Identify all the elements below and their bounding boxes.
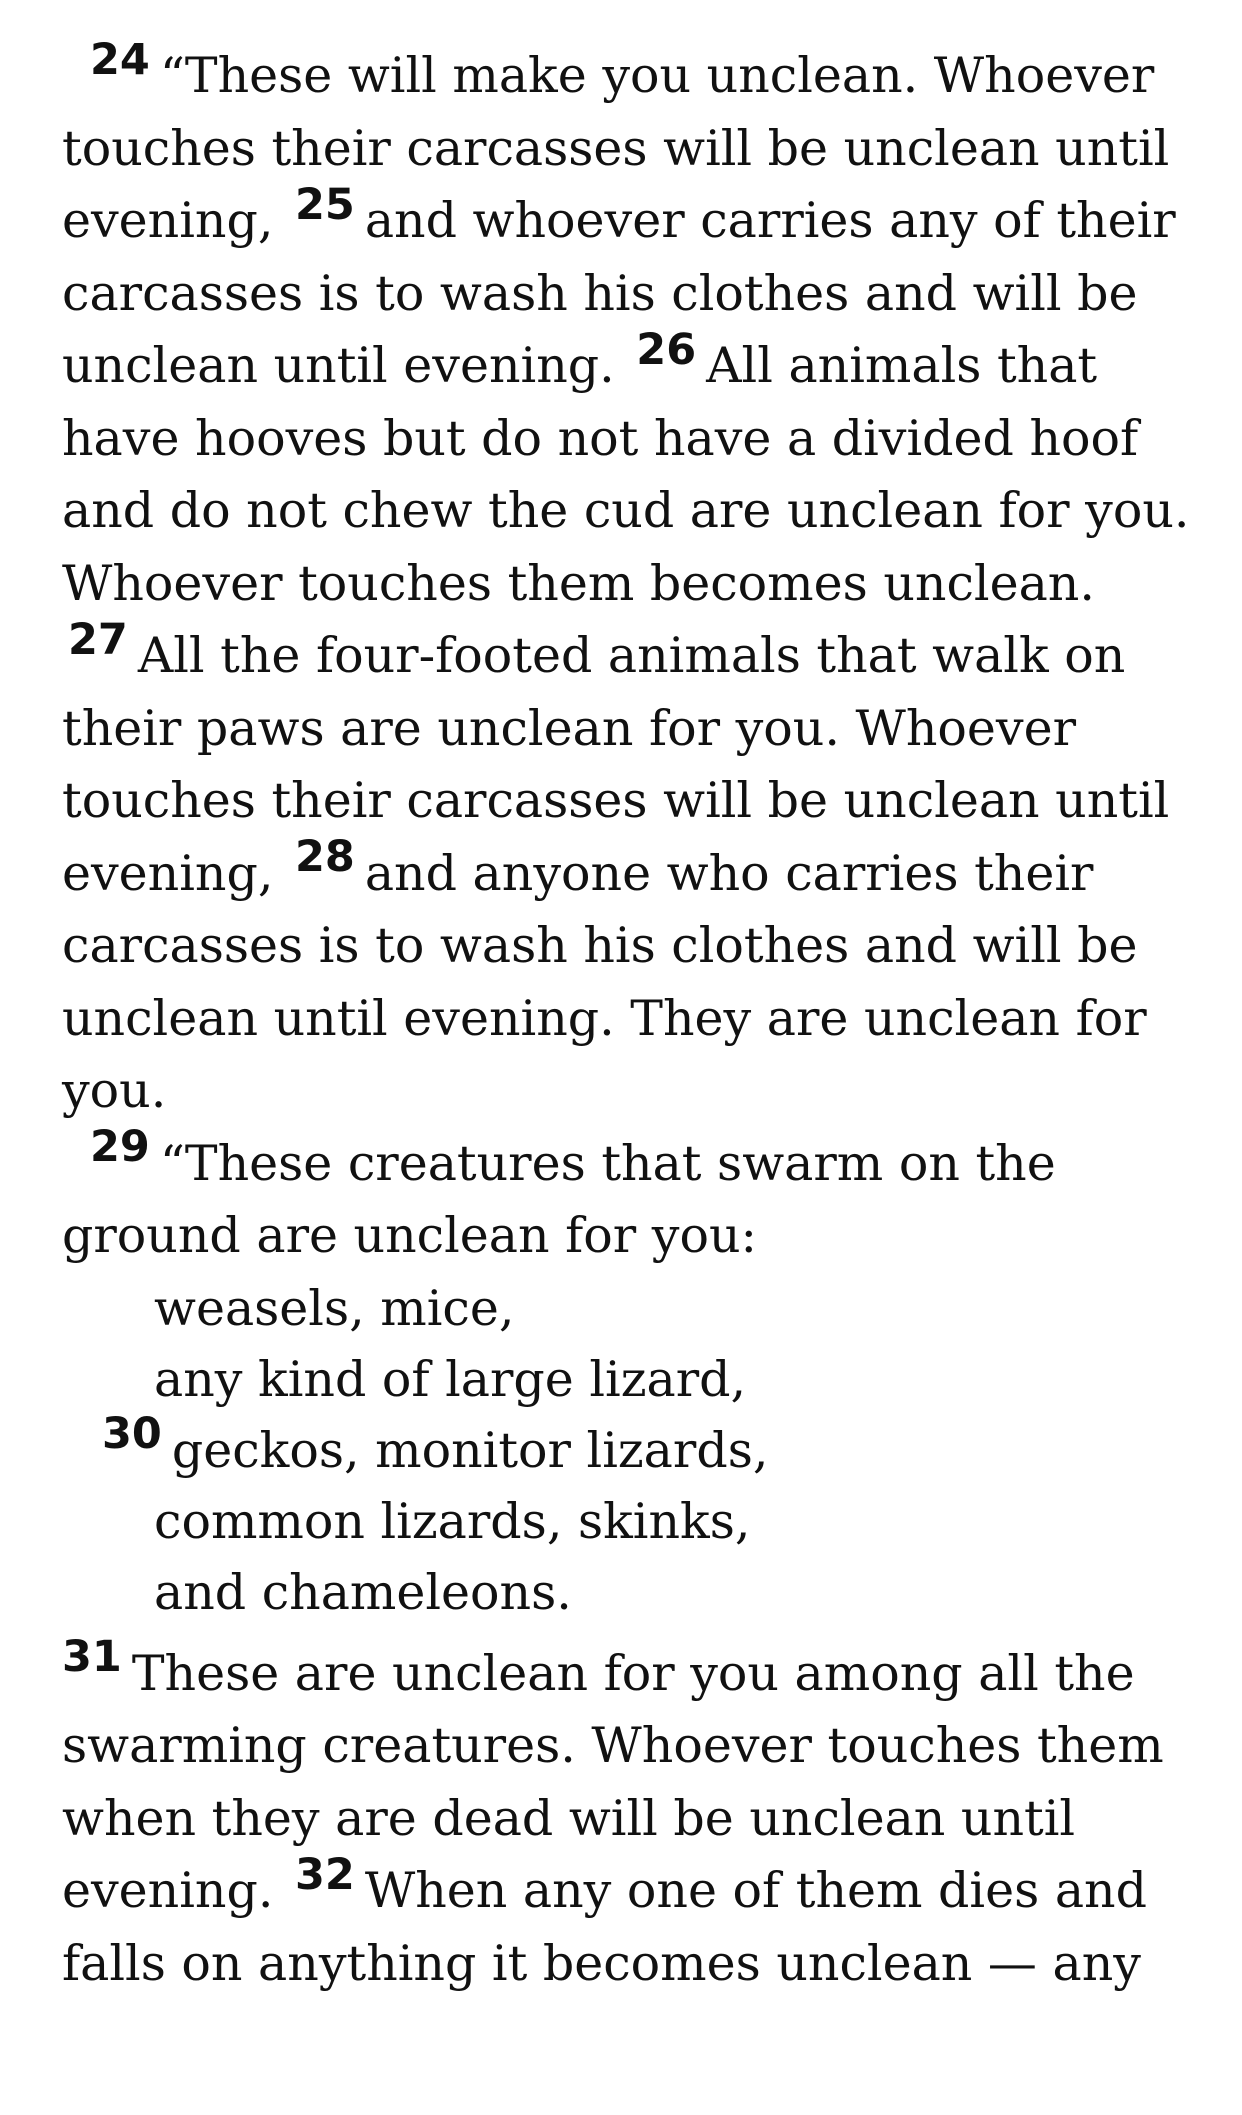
verse-number-25[interactable]: 25 (295, 179, 355, 230)
verse-text-32: When any one of them dies and falls on anything it becomes unclean — any (62, 1862, 1147, 1992)
paragraph-verses-24-28 (62, 34, 1202, 1128)
verse-text-26: All animals that have hooves but do not have a divided hoof and do not chew the cud are unclean for you. Whoever touches them becomes unclean. (62, 337, 1190, 612)
verse-text-29: “These creatures that swarm on the ground are unclean for you: (62, 1134, 1056, 1264)
poetry-line: any kind of large lizard, (154, 1350, 747, 1408)
poetry-line: weasels, mice, (154, 1279, 515, 1337)
verse-number-29[interactable]: 29 (90, 1122, 150, 1173)
verse-number-24[interactable]: 24 (90, 34, 150, 85)
scripture-reader (62, 34, 1202, 2000)
verse-text-28: and anyone who carries their carcasses is to wash his clothes and will be unclean until evening. They are unclean for you. (62, 844, 1147, 1119)
verse-text-31: These are unclean for you among all the swarming creatures. Whoever touches them when they are dead will be unclean until evening. (62, 1644, 1164, 1919)
verse-text-24: “These will make you unclean. Whoever touches their carcasses will be unclean until evening, (62, 47, 1170, 249)
verse-number-26[interactable]: 26 (636, 324, 697, 375)
poetry-line: common lizards, skinks, (154, 1492, 751, 1550)
paragraph-verse-29 (62, 1122, 1202, 1273)
poetry-list-creatures (62, 1273, 1202, 1628)
poetry-line: and chameleons. (154, 1563, 572, 1621)
verse-number-32[interactable]: 32 (295, 1849, 355, 1900)
verse-text-27: All the four-footed animals that walk on their paws are unclean for you. Whoever touches their carcasses will be unclean until evening, (62, 627, 1170, 902)
verse-number-28[interactable]: 28 (295, 832, 355, 883)
verse-text-25: and whoever carries any of their carcasses is to wash his clothes and will be unclean until evening. (62, 192, 1176, 394)
poetry-line-text: geckos, monitor lizards, (171, 1421, 769, 1479)
verse-number-30[interactable]: 30 (102, 1409, 162, 1460)
verse-number-31[interactable]: 31 (62, 1632, 122, 1683)
poetry-line-verse-30 (102, 1409, 1202, 1486)
verse-number-27[interactable]: 27 (68, 614, 128, 665)
paragraph-verses-31-32 (62, 1632, 1202, 2001)
